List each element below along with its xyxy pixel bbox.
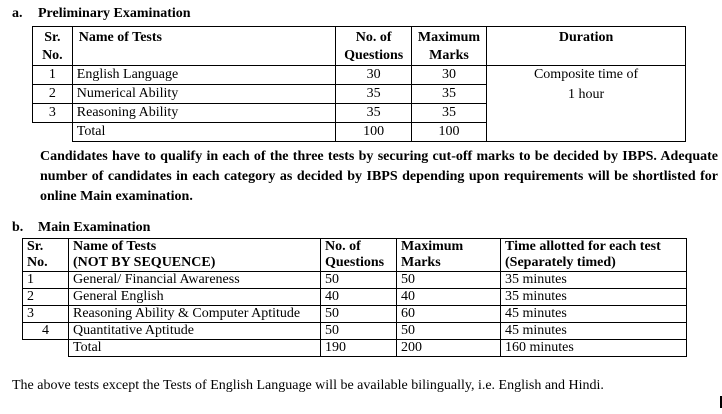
header-marks: Maximum Marks <box>411 27 486 66</box>
preliminary-note: Candidates have to qualify in each of the three tests by securing cut-off marks to be decided by IBPS. Adequate number of candidates in each category as decided by IBPS depending upon requirements will be shortlisted for online Main examination. <box>40 149 718 204</box>
row-name: Quantitative Aptitude <box>69 323 321 340</box>
total-time: 160 minutes <box>501 340 687 357</box>
row-sr: 1 <box>23 272 69 289</box>
row-sr: 2 <box>33 85 73 104</box>
row-name: General English <box>69 289 321 306</box>
header-time: Time allotted for each test (Separately timed) <box>501 239 687 272</box>
row-time: 35 minutes <box>501 272 687 289</box>
page-edge-mark <box>716 396 722 408</box>
section-b-heading <box>12 220 150 236</box>
row-marks: 35 <box>411 104 486 123</box>
preliminary-header-row <box>33 27 686 66</box>
total-row <box>23 340 687 357</box>
row-sr: 4 <box>23 323 69 340</box>
row-marks: 50 <box>397 323 501 340</box>
row-marks: 30 <box>411 66 486 85</box>
section-a-label: a. <box>12 6 23 21</box>
table-row <box>23 306 687 323</box>
row-marks: 40 <box>397 289 501 306</box>
row-marks: 60 <box>397 306 501 323</box>
table-row <box>23 272 687 289</box>
row-marks: 50 <box>397 272 501 289</box>
total-label: Total <box>69 340 321 357</box>
total-questions: 100 <box>336 123 411 142</box>
total-label: Total <box>72 123 336 142</box>
header-name: Name of Tests <box>72 27 336 66</box>
table-row <box>23 323 687 340</box>
header-marks: Maximum Marks <box>397 239 501 272</box>
main-table <box>22 238 687 357</box>
table-row <box>33 66 686 85</box>
main-header-row <box>23 239 687 272</box>
row-sr: 3 <box>33 104 73 123</box>
row-time: 45 minutes <box>501 323 687 340</box>
row-time: 35 minutes <box>501 289 687 306</box>
total-sr-blank <box>23 340 69 357</box>
header-name: Name of Tests (NOT BY SEQUENCE) <box>69 239 321 272</box>
row-questions: 50 <box>321 323 397 340</box>
row-questions: 35 <box>336 85 411 104</box>
row-questions: 30 <box>336 66 411 85</box>
total-marks: 200 <box>397 340 501 357</box>
row-time: 45 minutes <box>501 306 687 323</box>
total-questions: 190 <box>321 340 397 357</box>
row-marks: 35 <box>411 85 486 104</box>
row-sr: 2 <box>23 289 69 306</box>
row-questions: 35 <box>336 104 411 123</box>
main-footnote: The above tests except the Tests of English Language will be available bilingually, i.e. English and Hindi. <box>12 378 604 393</box>
header-sr: Sr. No. <box>23 239 69 272</box>
header-duration: Duration <box>487 27 686 66</box>
row-sr: 1 <box>33 66 73 85</box>
row-name: Reasoning Ability <box>72 104 336 123</box>
row-questions: 40 <box>321 289 397 306</box>
header-sr: Sr. No. <box>33 27 73 66</box>
section-b-title: Main Examination <box>38 220 151 235</box>
section-a-heading <box>12 6 191 22</box>
row-sr: 3 <box>23 306 69 323</box>
total-marks: 100 <box>411 123 486 142</box>
row-name: General/ Financial Awareness <box>69 272 321 289</box>
section-b-label: b. <box>12 220 24 235</box>
header-questions: No. of Questions <box>321 239 397 272</box>
header-questions: No. of Questions <box>336 27 411 66</box>
preliminary-table <box>32 26 686 142</box>
row-name: Numerical Ability <box>72 85 336 104</box>
row-name: English Language <box>72 66 336 85</box>
row-name: Reasoning Ability & Computer Aptitude <box>69 306 321 323</box>
row-questions: 50 <box>321 272 397 289</box>
total-sr-blank <box>33 123 73 142</box>
table-row <box>23 289 687 306</box>
duration-value: Composite time of 1 hour <box>487 66 686 142</box>
section-a-title: Preliminary Examination <box>38 6 191 21</box>
row-questions: 50 <box>321 306 397 323</box>
